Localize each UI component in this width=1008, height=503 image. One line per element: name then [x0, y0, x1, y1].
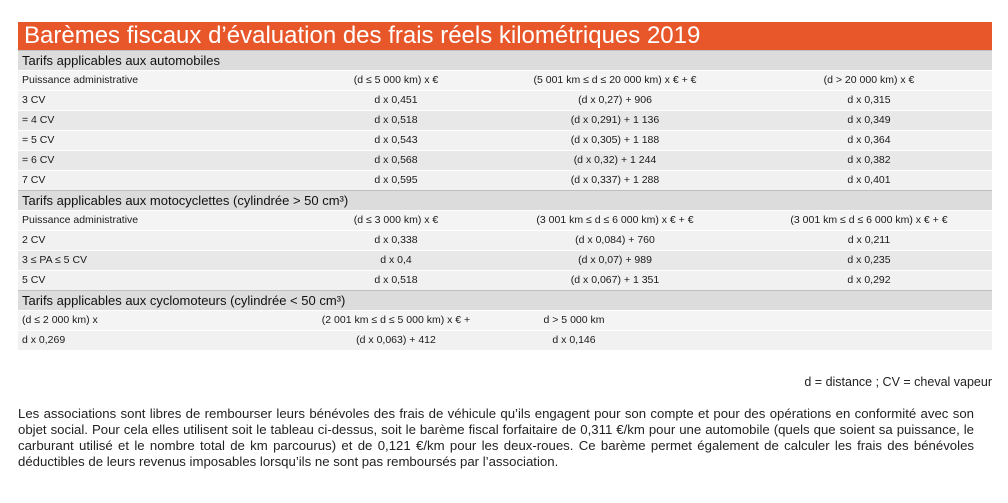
- table-cell: d x 0,235: [847, 254, 891, 266]
- header-cell: Puissance administrative: [22, 214, 139, 226]
- table-header-row: [18, 210, 992, 230]
- header-cell: d > 5 000 km: [543, 314, 605, 326]
- table-cell: d x 0,518: [374, 114, 418, 126]
- section-heading-cyclo: Tarifs applicables aux cyclomoteurs (cylindrée < 50 cm³): [18, 290, 992, 310]
- legend-note: d = distance ; CV = cheval vapeur: [804, 375, 992, 389]
- table-cell: (d x 0,27) + 906: [578, 94, 652, 106]
- table-cell: (d x 0,337) + 1 288: [570, 174, 660, 186]
- table-cell: 2 CV: [22, 234, 46, 246]
- table-cell: d x 0,4: [380, 254, 412, 266]
- table-cell: d x 0,451: [374, 94, 418, 106]
- table-cell: d x 0,364: [847, 134, 891, 146]
- table-cell: 7 CV: [22, 174, 46, 186]
- header-cell: Puissance administrative: [22, 74, 139, 86]
- table-cell: (d x 0,291) + 1 136: [570, 114, 660, 126]
- table-cell: d x 0,315: [847, 94, 891, 106]
- body-paragraph: Les associations sont libres de rembourser leurs bénévoles des frais de véhicule qu’ils engagent pour son compte et pour des opérations en conformité avec son objet social. Pour cela elles utilisent soit le tableau ci-dessus, soit le barème fiscal forfaitaire de 0,311 €/km pour une automobile (quels que soient sa puissance, le carburant utilisé et le nombre total de km parcourus) et de 0,121 €/km pour les deux-roues. Ce barème permet également de calculer les frais des bénévoles déductibles de leurs revenus imposables lorsqu’ils ne sont pas remboursés par l’association.: [18, 406, 974, 469]
- table-cell: d x 0,401: [847, 174, 891, 186]
- tariff-table: [18, 22, 992, 350]
- table-row: [18, 90, 992, 110]
- header-cell: (5 001 km ≤ d ≤ 20 000 km) x € + €: [533, 74, 697, 86]
- table-cell: (d x 0,063) + 412: [356, 334, 436, 346]
- section-heading-auto: Tarifs applicables aux automobiles: [18, 50, 992, 70]
- header-cell: (d ≤ 5 000 km) x €: [353, 74, 439, 86]
- table-cell: d x 0,338: [374, 234, 418, 246]
- header-cell: (3 001 km ≤ d ≤ 6 000 km) x € + €: [790, 214, 948, 226]
- table-row: [18, 110, 992, 130]
- table-cell: d x 0,146: [552, 334, 596, 346]
- table-cell: = 6 CV: [22, 154, 55, 166]
- table-cell: d x 0,292: [847, 274, 891, 286]
- table-cell: d x 0,543: [374, 134, 418, 146]
- table-row: [18, 330, 992, 350]
- table-row: [18, 250, 992, 270]
- header-cell: (d ≤ 2 000 km) x: [22, 314, 98, 326]
- table-row: [18, 170, 992, 190]
- header-cell: (2 001 km ≤ d ≤ 5 000 km) x € +: [321, 314, 471, 326]
- table-cell: (d x 0,07) + 989: [578, 254, 652, 266]
- empty-cell: [664, 311, 992, 330]
- table-row: [18, 270, 992, 290]
- table-cell: d x 0,518: [374, 274, 418, 286]
- table-cell: d x 0,568: [374, 154, 418, 166]
- table-cell: d x 0,382: [847, 154, 891, 166]
- table-title: Barèmes fiscaux d’évaluation des frais réels kilométriques 2019: [18, 22, 992, 50]
- table-cell: d x 0,211: [847, 234, 891, 246]
- table-header-row: [18, 70, 992, 90]
- table-cell: 5 CV: [22, 274, 46, 286]
- table-cell: d x 0,269: [22, 334, 66, 346]
- table-cell: 3 ≤ PA ≤ 5 CV: [22, 254, 88, 266]
- table-cell: d x 0,349: [847, 114, 891, 126]
- table-row: [18, 150, 992, 170]
- table-cell: 3 CV: [22, 94, 46, 106]
- table-cell: d x 0,595: [374, 174, 418, 186]
- table-cell: (d x 0,32) + 1 244: [573, 154, 657, 166]
- header-cell: (d ≤ 3 000 km) x €: [353, 214, 439, 226]
- table-row: [18, 230, 992, 250]
- section-heading-moto: Tarifs applicables aux motocyclettes (cylindrée > 50 cm³): [18, 190, 992, 210]
- table-cell: = 5 CV: [22, 134, 55, 146]
- table-cell: (d x 0,067) + 1 351: [570, 274, 660, 286]
- empty-cell: [664, 331, 992, 350]
- table-cell: (d x 0,305) + 1 188: [570, 134, 660, 146]
- table-cell: (d x 0,084) + 760: [575, 234, 655, 246]
- header-cell: (3 001 km ≤ d ≤ 6 000 km) x € + €: [536, 214, 694, 226]
- table-header-row: [18, 310, 992, 330]
- table-row: [18, 130, 992, 150]
- header-cell: (d > 20 000 km) x €: [823, 74, 915, 86]
- table-cell: = 4 CV: [22, 114, 55, 126]
